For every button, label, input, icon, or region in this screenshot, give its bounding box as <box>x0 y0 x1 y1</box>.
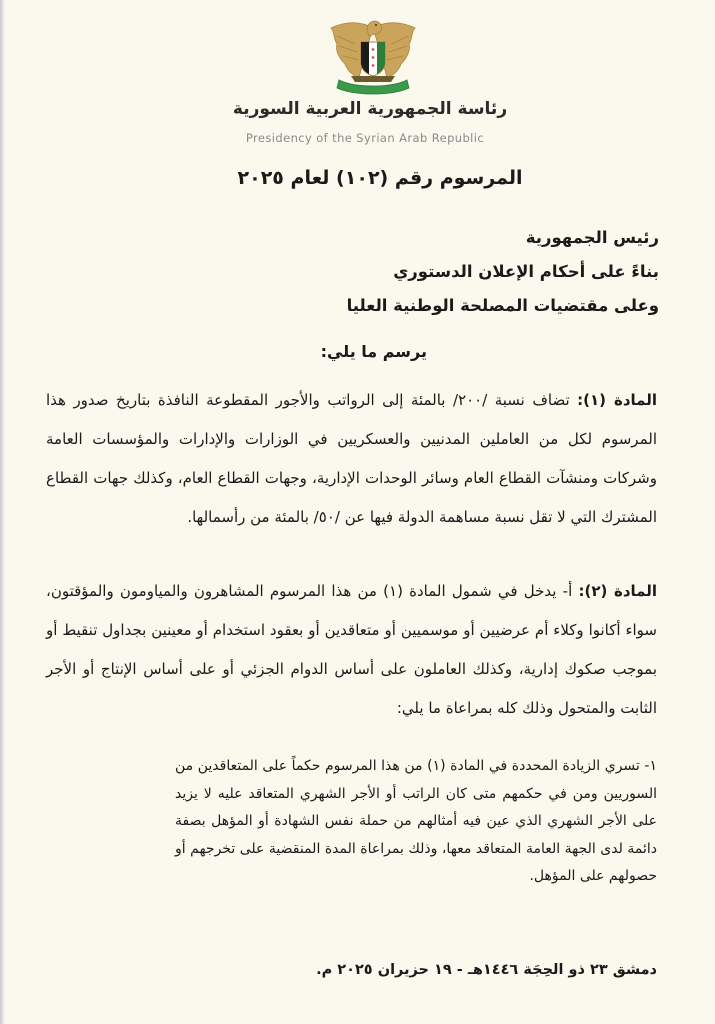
svg-text:★: ★ <box>370 63 376 69</box>
preamble-line: رئيس الجمهورية <box>525 228 659 247</box>
article-1 <box>46 381 657 537</box>
decree-title: المرسوم رقم (١٠٢) لعام ٢٠٢٥ <box>237 167 523 189</box>
letterhead-title-english: Presidency of the Syrian Arab Republic <box>245 131 485 145</box>
decree-date-footer: دمشق ٢٣ ذو الحِجَة ١٤٤٦هـ - ١٩ حزيران ٢٠٢٥ م. <box>316 962 657 978</box>
decrees-label: يرسم ما يلي: <box>320 342 427 361</box>
preamble-line: وعلى مقتضيات المصلحة الوطنية العليا <box>346 296 659 315</box>
article-1-label: المادة (١): <box>577 391 657 409</box>
article-2 <box>46 572 657 728</box>
syrian-eagle-emblem-icon <box>325 14 421 98</box>
article-2-item <box>175 753 657 891</box>
item-text: تسري الزيادة المحددة في المادة (١) من هذا المرسوم حكماً على المتعاقدين من السوريين ومن في حكمهم متى كان الراتب أو الأجر الشهري المتعاقد عليه لا يزيد على الأجر الشهري الذي عين فيه أمثالهم من حملة نفس الشهادة أو المؤهل بصفة دائمة لدى الجهة العامة المتعاقد معها، وذلك بمراعاة المدة المنقضية على تخرجهم أو حصولهم على المؤهل. <box>175 758 657 884</box>
preamble-line: بناءً على أحكام الإعلان الدستوري <box>393 262 659 281</box>
svg-text:★: ★ <box>370 55 376 61</box>
article-1-text: تضاف نسبة /٢٠٠/ بالمئة إلى الرواتب والأجور المقطوعة النافذة بتاريخ صدور هذا المرسوم لكل من العاملين المدنيين والعسكريين في الوزارات والإدارات والمؤسسات العامة وشركات ومنشآت القطاع العام وسائر الوحدات الإدارية، وجهات القطاع العام، وكذلك جهات القطاع المشترك التي لا تقل نسبة مساهمة الدولة فيها عن /٥٠/ بالمئة من رأسمالها. <box>46 391 657 526</box>
svg-text:★: ★ <box>370 47 376 53</box>
article-2-text: أ- يدخل في شمول المادة (١) من هذا المرسوم المشاهرون والمياومون والمؤقتون، سواء أكانوا وكلاء أم عرضيين أو موسميين أو متعاقدين أو بعقود استخدام أو معينين بجداول تنقيط أو بموجب صكوك إدارية، وكذلك العاملون على أساس الدوام الجزئي أو على أساس الإنتاج أو الأجر الثابت والمتحول وذلك كله بمراعاة ما يلي: <box>46 582 657 717</box>
article-2-label: المادة (٢): <box>578 582 657 600</box>
item-number: ١- <box>644 758 657 774</box>
letterhead-title-arabic: رئاسة الجمهورية العربية السورية <box>232 99 508 119</box>
